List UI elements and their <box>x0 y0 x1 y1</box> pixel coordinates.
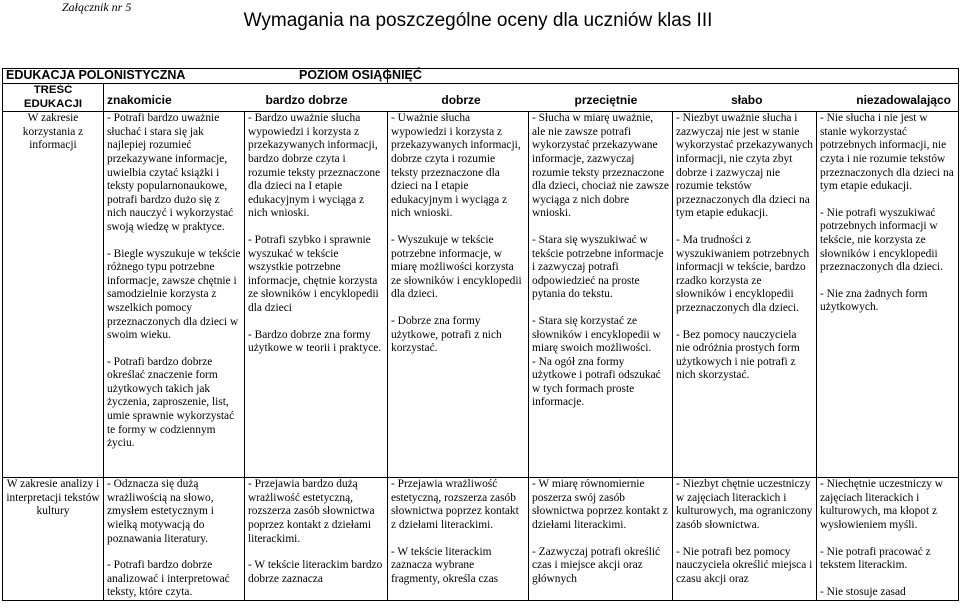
criteria-paragraph: - Wyszukuje w tekście potrzebne informacje, w miarę możliwości korzysta ze słowników i encyklopedii dla dzieci. <box>391 233 522 301</box>
criteria-paragraph: - Nie stosuje zasad <box>820 585 906 598</box>
level-label: bardzo dobrze <box>265 93 348 108</box>
criteria-paragraph: - Uważnie słucha wypowiedzi i korzysta z przekazywanych informacji, dobrze czyta i rozumie teksty przeznaczone dla dzieci na I etapie edukacyjnym i wyciąga z nich wnioski. <box>391 112 521 220</box>
criteria-paragraph: - Niezbyt uważnie słucha i zazwyczaj nie jest w stanie wykorzystać przekazywanych informacji, nie czyta zbyt dobrze i zazwyczaj nie rozumie tekstów przeznaczonych dla dzieci na tym etapie edukacji. <box>676 112 813 220</box>
criteria-cell <box>817 478 959 601</box>
criteria-paragraph: - Bez pomocy nauczyciela nie odróżnia prostych form użytkowych i nie potrafi z nich skorzystać. <box>676 328 800 382</box>
header-row-2 <box>3 84 959 112</box>
annex-label: Załącznik nr 5 <box>62 0 132 14</box>
criteria-paragraph: - Nie potrafi bez pomocy nauczyciela określić miejsca i czasu akcji oraz <box>676 545 813 585</box>
level-label: niezadowalająco <box>856 93 951 108</box>
criteria-cell <box>388 478 529 601</box>
criteria-cell <box>104 478 245 601</box>
criteria-cell <box>245 112 388 478</box>
criteria-paragraph: - Nie potrafi wyszukiwać potrzebnych informacji w tekście, nie korzysta ze słowników i encyklopedii przeznaczonych dla dzieci. <box>820 206 944 274</box>
criteria-paragraph: - Dobrze zna formy użytkowe, potrafi z nich korzystać. <box>391 314 502 355</box>
levels-header <box>104 84 959 112</box>
criteria-paragraph: - Niechętnie uczestniczy w zajęciach literackich i kulturowych, ma kłopot z wysłowieniem myśli. <box>820 478 944 531</box>
criteria-paragraph: - Nie zna żadnych form użytkowych. <box>820 287 928 314</box>
criteria-cell <box>817 112 959 478</box>
table-row <box>3 112 959 478</box>
criteria-cell <box>388 112 529 478</box>
criteria-cell <box>673 478 817 601</box>
criteria-paragraph: - Stara się wyszukiwać w tekście potrzebne informacje i zazwyczaj potrafi odpowiedzieć na proste pytania do tekstu. <box>532 233 664 301</box>
criteria-paragraph: - Potrafi bardzo uważnie słuchać i stara się jak najlepiej rozumieć przekazywane informacje, uwielbia czytać książki i teksty popularnonaukowe, potrafi bardzo dużo się z nich nauczyć i wykorzystać swoją wiedzę w praktyce. <box>107 112 234 233</box>
criteria-cell <box>529 112 673 478</box>
criteria-paragraph: - Potrafi bardzo dobrze analizować i interpretować teksty, które czyta. <box>107 559 230 599</box>
page-title: Wymagania na poszczególne oceny dla uczniów klas III <box>243 10 713 31</box>
criteria-cell <box>529 478 673 601</box>
criteria-paragraph: - Biegle wyszukuje w tekście różnego typu potrzebne informacje, zawsze chętnie i samodzielnie korzysta z wszelkich pomocy przeznaczonych dla dzieci w swoim wieku. <box>107 247 241 342</box>
criteria-paragraph: - Bardzo dobrze zna formy użytkowe w teorii i praktyce. <box>248 328 382 355</box>
criteria-paragraph: - Zazwyczaj potrafi określić czas i miejsce akcji oraz głównych <box>532 545 661 585</box>
criteria-paragraph: - Bardzo uważnie słucha wypowiedzi i korzysta z przekazywanych informacji, bardzo dobrze czyta i rozumie teksty przeznaczone dla dzieci na I etapie edukacyjnym i wyciąga z nich wnioski. <box>248 112 381 220</box>
criteria-paragraph: - W tekście literackim bardzo dobrze zaznacza <box>248 559 383 585</box>
level-label: znakomicie <box>107 93 172 108</box>
criteria-paragraph: - Odznacza się dużą wrażliwością na słowo, zmysłem estetycznym i wielką motywacją do poznawania literatury. <box>107 478 214 545</box>
level-header-cell <box>299 68 959 84</box>
criteria-paragraph: - Przejawia wrażliwość estetyczną, rozszerza zasób słownictwa poprzez kontakt z dziełami literackimi. <box>391 478 519 531</box>
criteria-paragraph: - Ma trudności z wyszukiwaniem potrzebnych informacji w tekście, bardzo rzadko korzysta ze słowników i encyklopedii przeznaczonych dla dzieci. <box>676 233 810 314</box>
section-title: EDUKACJA POLONISTYCZNA <box>3 69 388 84</box>
row-label: W zakresie analizy i interpretacji tekstów kultury <box>3 478 104 601</box>
criteria-cell <box>245 478 388 601</box>
row-label: W zakresie korzystania z informacji <box>3 112 104 478</box>
level-label: dobrze <box>441 93 481 108</box>
criteria-paragraph: - W miarę równomiernie poszerza swój zasób słownictwa poprzez kontakt z dziełami literackimi. <box>532 478 668 531</box>
criteria-paragraph: - W tekście literackim zaznacza wybrane fragmenty, określa czas <box>391 545 499 585</box>
header-row-1 <box>3 69 959 84</box>
criteria-paragraph: - Potrafi szybko i sprawnie wyszukać w tekście wszystkie potrzebne informacje, chętnie korzysta ze słowników i encyklopedii dla dzieci <box>248 233 379 314</box>
criteria-paragraph: - Nie potrafi pracować z tekstem literackim. <box>820 545 931 572</box>
level-header: POZIOM OSIĄGNIĘĆ <box>299 68 422 82</box>
criteria-paragraph: - Przejawia bardzo dużą wrażliwość estetyczną, rozszerza zasób słownictwa poprzez kontakt z dziełami literackimi. <box>248 478 375 545</box>
criteria-paragraph: - Niezbyt chętnie uczestniczy w zajęciach literackich i kulturowych, ma ograniczony zasób słownictwa. <box>676 478 813 531</box>
criteria-paragraph: - Stara się korzystać ze słowników i encyklopedii w miarę swoich możliwości. - Na ogół zna formy użytkowe i potrafi odszukać w tych formach proste informacje. <box>532 314 661 409</box>
table-row <box>3 478 959 601</box>
level-label: słabo <box>731 93 763 108</box>
criteria-paragraph: - Potrafi bardzo dobrze określać znaczenie form użytkowych takich jak życzenia, zaproszenie, list, umie sprawnie wykorzystać te formy w codziennym życiu. <box>107 355 235 450</box>
level-label: przeciętnie <box>574 93 638 108</box>
requirements-table <box>2 68 959 601</box>
content-header: TREŚĆ EDUKACJI <box>3 84 104 112</box>
criteria-cell <box>104 112 245 478</box>
criteria-paragraph: - Słucha w miarę uważnie, ale nie zawsze potrafi wykorzystać przekazywane informacje, zazwyczaj rozumie teksty przeznaczone dla dzieci, chociaż nie zawsze wyciąga z nich dobre wnioski. <box>532 112 669 220</box>
criteria-cell <box>673 112 817 478</box>
criteria-paragraph: - Nie słucha i nie jest w stanie wykorzystać potrzebnych informacji, nie czyta i nie rozumie tekstów przeznaczonych dla dzieci na tym etapie edukacji. <box>820 112 954 193</box>
